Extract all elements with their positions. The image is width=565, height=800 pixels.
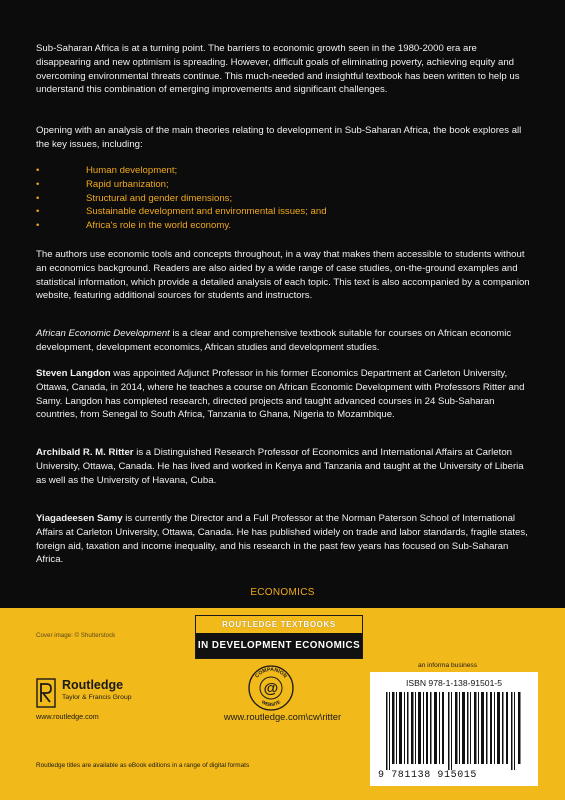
ebook-footnote: Routledge titles are available as eBook editions in a range of digital formats: [36, 762, 250, 769]
barcode-number: 9 781138 915015: [378, 770, 478, 781]
author-name: Yiagadeesen Samy: [36, 513, 123, 524]
companion-website-url[interactable]: www.routledge.com\cw\ritter: [223, 711, 342, 722]
description-paragraph-3: The authors use economic tools and concepts throughout, in a way that makes them accessible to students without an economics background. Readers are also aided by a wide range of case studies, on-the-ground examples and statistical information, which provide a detailed analysis of each topic. This text is also accompanied by a companion website, featuring additional sources for students and instructors.: [36, 249, 530, 302]
svg-text:@: @: [263, 680, 279, 697]
series-label-bottom: IN DEVELOPMENT ECONOMICS: [196, 633, 362, 658]
subject-label: ECONOMICS: [250, 587, 315, 598]
routledge-r-logo-icon: [36, 678, 56, 708]
description-paragraph-4: African Economic Development is a clear and comprehensive textbook suitable for courses on African economic development, development economics, African studies and development studies.: [36, 328, 512, 353]
publisher-subtitle: Taylor & Francis Group: [62, 694, 132, 701]
informa-tagline: an informa business: [418, 662, 478, 669]
list-item: • Africa's role in the world economy.: [36, 220, 232, 232]
isbn-label: ISBN 978-1-138-91501-5: [405, 678, 503, 688]
list-item: • Sustainable development and environmental issues; and: [36, 206, 327, 218]
book-title: African Economic Development: [36, 328, 170, 339]
isbn-box: [370, 672, 538, 786]
svg-text:WEBSITE: WEBSITE: [260, 699, 282, 708]
cover-credit: Cover image: © Shutterstock: [36, 632, 116, 639]
publisher-url[interactable]: www.routledge.com: [36, 712, 99, 721]
author-name: Steven Langdon: [36, 368, 111, 379]
author-bio-ritter: Archibald R. M. Ritter is a Distinguished Research Professor of Economics and International Affairs at Carleton University, Ottawa, Canada. He has lived and worked in Kenya and Tanzania and taught at the University of Liberia as well as the University of Havana, Cuba.: [36, 447, 524, 486]
publisher-name: Routledge: [62, 678, 124, 692]
key-issues-list: [36, 164, 516, 233]
author-bio-langdon: Steven Langdon was appointed Adjunct Professor in his former Economics Department at Carleton University, Ottawa, Canada, in 2014, where he teaches a course on African Economic Development with Professors Ritter and Samy. Langdon has completed research, directed projects and taught advanced courses in 24 Sub-Saharan countries, from Senegal to South Africa, Tanzania to Ghana, Nigeria to Mozambique.: [36, 368, 525, 421]
description-paragraph-2: Opening with an analysis of the main theories relating to development in Sub-Saharan Africa, the book explores all the key issues, including:: [36, 125, 522, 150]
list-item: • Human development;: [36, 165, 178, 176]
author-name: Archibald R. M. Ritter: [36, 447, 134, 458]
list-item: • Structural and gender dimensions;: [36, 192, 233, 204]
barcode-icon: [382, 692, 526, 770]
list-item: • Rapid urbanization;: [36, 178, 169, 190]
series-banner: [195, 615, 363, 659]
series-label-top: ROUTLEDGE TEXTBOOKS: [222, 620, 336, 629]
svg-text:COMPANION: COMPANION: [254, 666, 288, 680]
companion-website-at-icon: [247, 664, 295, 712]
description-paragraph-1: Sub-Saharan Africa is at a turning point. The barriers to economic growth seen in the 1980-2000 era are disappearing and new optimism is spreading. However, difficult goals of eliminating poverty, achieving equity and overcoming environmental threats continue. This much-needed and insightful textbook has been written to help us understand this combination of emerging improvements and significant challenges.: [36, 43, 520, 96]
author-bio-samy: Yiagadeesen Samy is currently the Director and a Full Professor at the Norman Paterson School of International Affairs at Carleton University, Ottawa, Canada. He has published widely on trade and labor standards, fragile states, foreign aid, taxation and income inequality, and his research in the past few years has focused on Sub-Saharan Africa.: [36, 513, 528, 566]
